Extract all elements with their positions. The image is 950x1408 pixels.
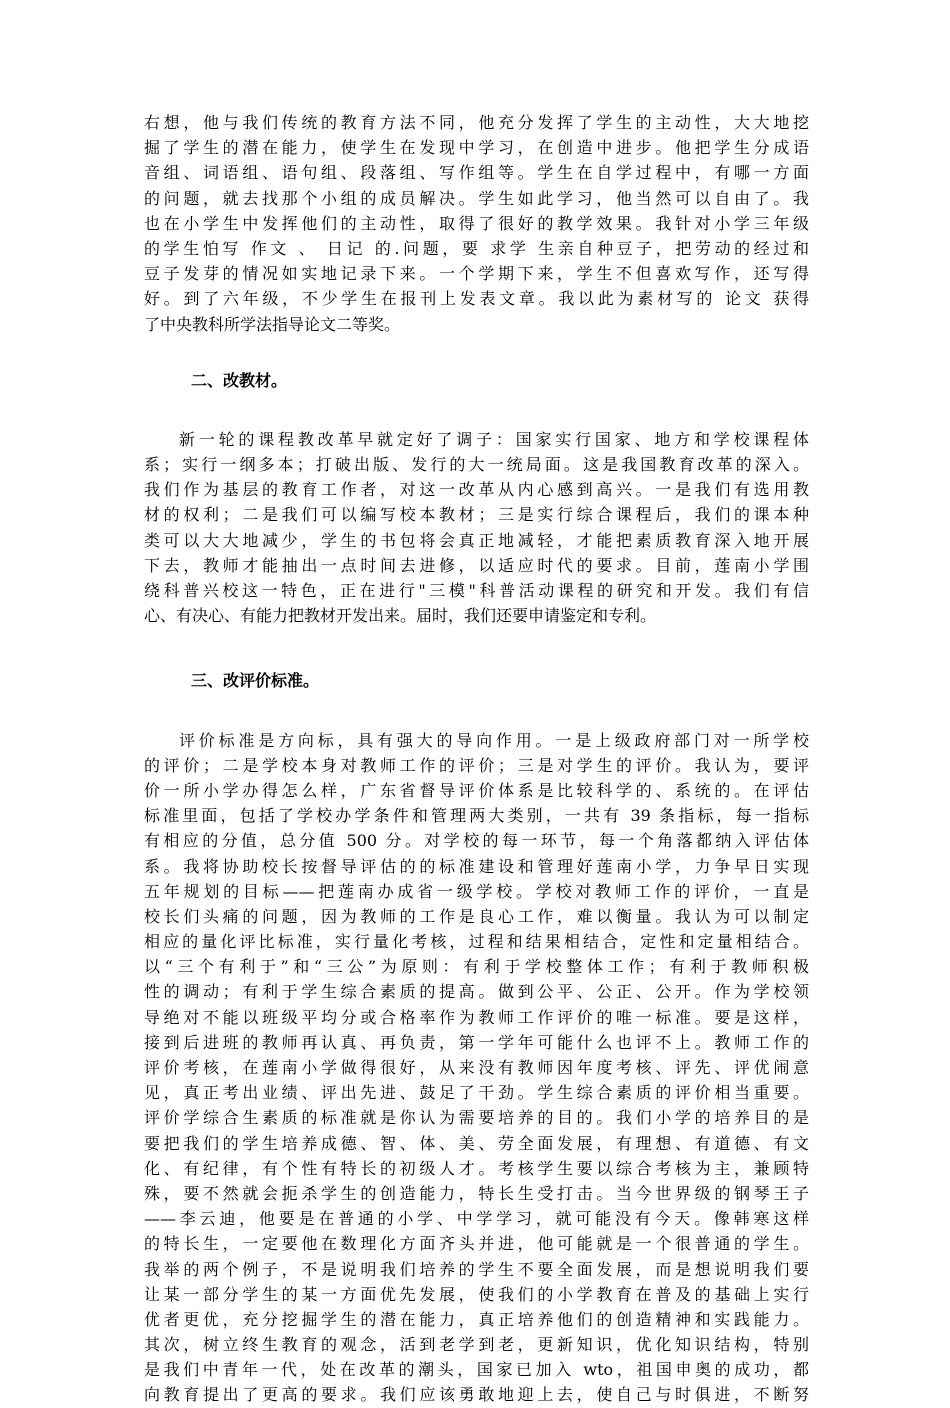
text-line: 评价考核，在莲南小学做得很好，从来没有教师因年度考核、评先、评优闹意 <box>144 1058 809 1077</box>
text-line: 的特长生，一定要他在数理化方面齐头并进，他可能就是一个很普通的学生。 <box>144 1234 809 1254</box>
paragraph-3 <box>144 728 809 1408</box>
text-line: 是我们中青年一代，处在改革的潮头，国家已加入 wto，祖国申奥的成功，都 <box>144 1360 809 1380</box>
section-heading-2: 二、改教材。 <box>191 370 288 390</box>
text-line: 好。到了六年级，不少学生在报刊上发表文章。我以此为素材写的 论文 获得 <box>144 289 809 309</box>
text-line: 其次，树立终生教育的观念，活到老学到老，更新知识，优化知识结构，特别 <box>144 1335 809 1355</box>
text-line: 掘了学生的潜在能力，使学生在发现中学习，在创造中进步。他把学生分成语 <box>144 138 809 158</box>
text-line: 向教育提出了更高的要求。我们应该勇敢地迎上去，使自己与时俱进，不断努 <box>144 1385 809 1405</box>
text-line: 也在小学生中发挥他们的主动性，取得了很好的教学效果。我针对小学三年级 <box>144 213 809 233</box>
text-line: 优者更优，充分挖掘学生的潜在能力，真正培养他们的创造精神和实践能力。 <box>144 1309 809 1329</box>
text-line: 音组、词语组、语句组、段落组、写作组等。学生在自学过程中，有哪一方面 <box>144 163 809 183</box>
text-line: 类可以大大地减少，学生的书包将会真正地减轻，才能把素质教育深入地开展 <box>144 530 809 550</box>
text-line: 我举的两个例子，不是说明我们培养的学生不要全面发展，而是想说明我们要 <box>144 1259 809 1279</box>
text-line: 见，真正考出业绩、评出先进、鼓足了干劲。学生综合素质的评价相当重要。 <box>144 1083 809 1103</box>
text-line: 要把我们的学生培养成德、智、体、美、劳全面发展，有理想、有道德、有文 <box>144 1133 809 1153</box>
text-line: 右想，他与我们传统的教育方法不同，他充分发挥了学生的主动性，大大地挖 <box>144 113 809 132</box>
text-line: 化、有纪律，有个性有特长的初级人才。考核学生要以综合考核为主，兼顾特 <box>144 1158 809 1178</box>
text-line: 系。我将协助校长按督导评估的的标准建设和管理好莲南小学，力争早日实现 <box>144 856 809 876</box>
section-heading-3: 三、改评价标准。 <box>191 671 320 691</box>
text-line: 标准里面，包括了学校办学条件和管理两大类别，一共有 39 条指标，每一指标 <box>144 806 809 826</box>
text-line: 绕科普兴校这一特色，正在进行"三模"科普活动课程的研究和开发。我们有信 <box>144 581 809 600</box>
text-line: 心、有决心、有能力把教材开发出来。届时，我们还要申请鉴定和专利。 <box>144 606 657 626</box>
paragraph-1 <box>144 110 809 337</box>
text-line: 五年规划的目标——把莲南办成省一级学校。学校对教师工作的评价，一直是 <box>144 881 809 901</box>
text-line: 相应的量化评比标准，实行量化考核，过程和结果相结合，定性和定量相结合。 <box>144 932 809 952</box>
text-line: 的问题，就去找那个小组的成员解决。学生如此学习，他当然可以自由了。我 <box>144 188 809 208</box>
text-line: 的学生怕写 作文 、 日记 的.问题，要 求学 生亲自种豆子，把劳动的经过和 <box>144 238 809 258</box>
text-line: 新一轮的课程教改革早就定好了调子：国家实行国家、地方和学校课程体 <box>179 429 809 449</box>
text-line: 接到后进班的教师再认真、再负责，第一学年可能什么也评不上。教师工作的 <box>144 1032 809 1052</box>
text-line: 校长们头痛的问题，因为教师的工作是良心工作，难以衡量。我认为可以制定 <box>144 906 809 926</box>
text-line: 评价学综合生素质的标准就是你认为需要培养的目的。我们小学的培养目的是 <box>144 1108 809 1128</box>
text-line: 性的调动；有利于学生综合素质的提高。做到公平、公正、公开。作为学校领 <box>144 982 809 1002</box>
text-line: 价一所小学办得怎么样，广东省督导评价体系是比较科学的、系统的。在评估 <box>144 780 809 800</box>
paragraph-2 <box>144 427 809 629</box>
text-line: 的评价；二是学校本身对教师工作的评价；三是对学生的评价。我认为，要评 <box>144 755 809 775</box>
text-line: 殊，要不然就会扼杀学生的创造能力，特长生受打击。当今世界级的钢琴王子 <box>144 1183 809 1203</box>
text-line: 导绝对不能以班级平均分或合格率作为教师工作评价的唯一标准。要是这样， <box>144 1007 809 1027</box>
text-line: 有相应的分值，总分值 500 分。对学校的每一环节，每一个角落都纳入评估体 <box>144 831 809 851</box>
text-line: 以“三个有利于”和“三公”为原则：有利于学校整体工作；有利于教师积极 <box>144 957 809 977</box>
document-page <box>144 110 809 1408</box>
text-line: ——李云迪，他要是在普通的小学、中学学习，就可能没有今天。像韩寒这样 <box>144 1209 809 1229</box>
text-line: 材的权利；二是我们可以编写校本教材；三是实行综合课程后，我们的课本种 <box>144 505 809 525</box>
text-line: 下去，教师才能抽出一点时间去进修，以适应时代的要求。目前，莲南小学围 <box>144 555 809 575</box>
text-line: 系；实行一纲多本；打破出版、发行的大一统局面。这是我国教育改革的深入。 <box>144 455 809 475</box>
text-line: 评价标准是方向标，具有强大的导向作用。一是上级政府部门对一所学校 <box>179 730 809 750</box>
text-line: 我们作为基层的教育工作者，对这一改革从内心感到高兴。一是我们有选用教 <box>144 480 809 500</box>
text-line: 豆子发芽的情况如实地记录下来。一个学期下来，学生不但喜欢写作，还写得 <box>144 264 809 284</box>
text-line: 了中央教科所学法指导论文二等奖。 <box>144 314 401 334</box>
text-line: 让某一部分学生的某一方面优先发展，使我们的小学教育在普及的基础上实行 <box>144 1284 809 1304</box>
